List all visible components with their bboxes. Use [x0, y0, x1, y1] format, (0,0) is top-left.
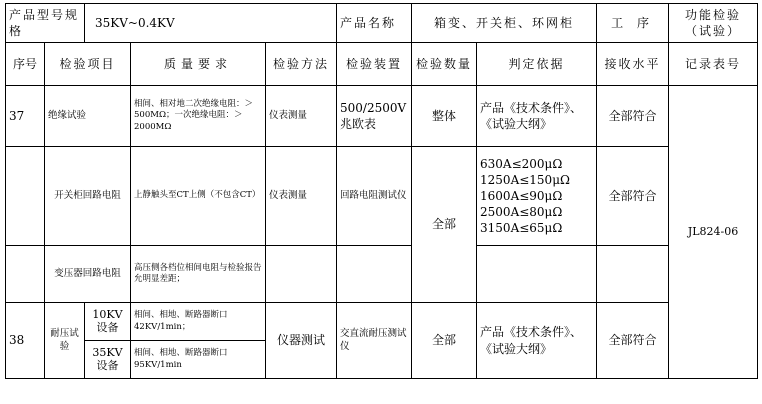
basis-line: 2500A≤80μΩ: [480, 205, 563, 220]
sub-item-quality: 相间、相地、断路器断口42KV/1min；: [131, 303, 266, 341]
row-method: 仪器测试: [266, 303, 337, 379]
row-item: 变压器回路电阻: [45, 246, 131, 303]
col-quality-header: 质量要求: [131, 43, 266, 86]
col-basis-header: 判定依据: [477, 43, 597, 86]
product-model-label: 产品型号规格: [6, 4, 85, 43]
col-item-header: 检验项目: [45, 43, 131, 86]
process-label: 工 序: [597, 4, 669, 43]
row-item: 耐压试验: [45, 303, 85, 379]
table-row: [6, 246, 758, 303]
sub-item-label: 10KV设备: [85, 303, 131, 341]
row-acceptance: 全部符合: [597, 86, 669, 147]
column-header-row: [6, 43, 758, 86]
table-row: [6, 303, 758, 341]
row-item: 开关柜回路电阻: [45, 147, 131, 246]
product-name-value: 箱变、开关柜、环网柜: [412, 4, 597, 43]
row-device: 500/2500V兆欧表: [337, 86, 412, 147]
row-method: 仪表测量: [266, 86, 337, 147]
row-seq: 37: [6, 86, 45, 147]
row-acceptance: 全部符合: [597, 303, 669, 379]
col-acceptance-header: 接收水平: [597, 43, 669, 86]
row-quality: 高压侧各档位相间电阻与检验报告允明显差距；: [131, 246, 266, 303]
row-device: 回路电阻测试仪: [337, 147, 412, 246]
product-name-label: 产品名称: [337, 4, 412, 43]
basis-line: 630A≤200μΩ: [480, 156, 563, 171]
sub-item-quality: 相间、相地、断路器断口95KV/1min: [131, 341, 266, 379]
product-model-value: 35KV~0.4KV: [85, 4, 337, 43]
basis-line: 1600A≤90μΩ: [480, 188, 563, 203]
row-item: 绝缘试验: [45, 86, 131, 147]
table-row: [6, 147, 758, 246]
basis-line: 3150A≤65μΩ: [480, 221, 563, 236]
row-basis: 产品《技术条件》、《试验大纲》: [477, 86, 597, 147]
col-record-header: 记录表号: [669, 43, 758, 86]
row-quantity: 整体: [412, 86, 477, 147]
sub-item-label: 35KV设备: [85, 341, 131, 379]
row-quantity: 全部: [412, 303, 477, 379]
inspection-spec-sheet: [5, 3, 757, 383]
row-basis-list: [477, 147, 597, 246]
row-quality: 上静触头至CT上侧（不包含CT）: [131, 147, 266, 246]
col-seq-header: 序号: [6, 43, 45, 86]
process-value: 功能检验（试验）: [669, 4, 758, 43]
row-quantity: 全部: [412, 147, 477, 303]
row-device: 交直流耐压测试仪: [337, 303, 412, 379]
row-seq: 38: [6, 303, 45, 379]
table-row: [6, 86, 758, 147]
inspection-table: [5, 3, 758, 379]
row-method: 仪表测量: [266, 147, 337, 246]
col-device-header: 检验装置: [337, 43, 412, 86]
col-quantity-header: 检验数量: [412, 43, 477, 86]
basis-line: 1250A≤150μΩ: [480, 172, 570, 187]
row-acceptance: 全部符合: [597, 147, 669, 246]
record-number: JL824-06: [669, 86, 758, 379]
row-quality: 相间、相对地二次绝缘电阻：＞500MΩ；一次绝缘电阻：＞2000MΩ: [131, 86, 266, 147]
row-basis: 产品《技术条件》、《试验大纲》: [477, 303, 597, 379]
col-method-header: 检验方法: [266, 43, 337, 86]
product-header-row: [6, 4, 758, 43]
